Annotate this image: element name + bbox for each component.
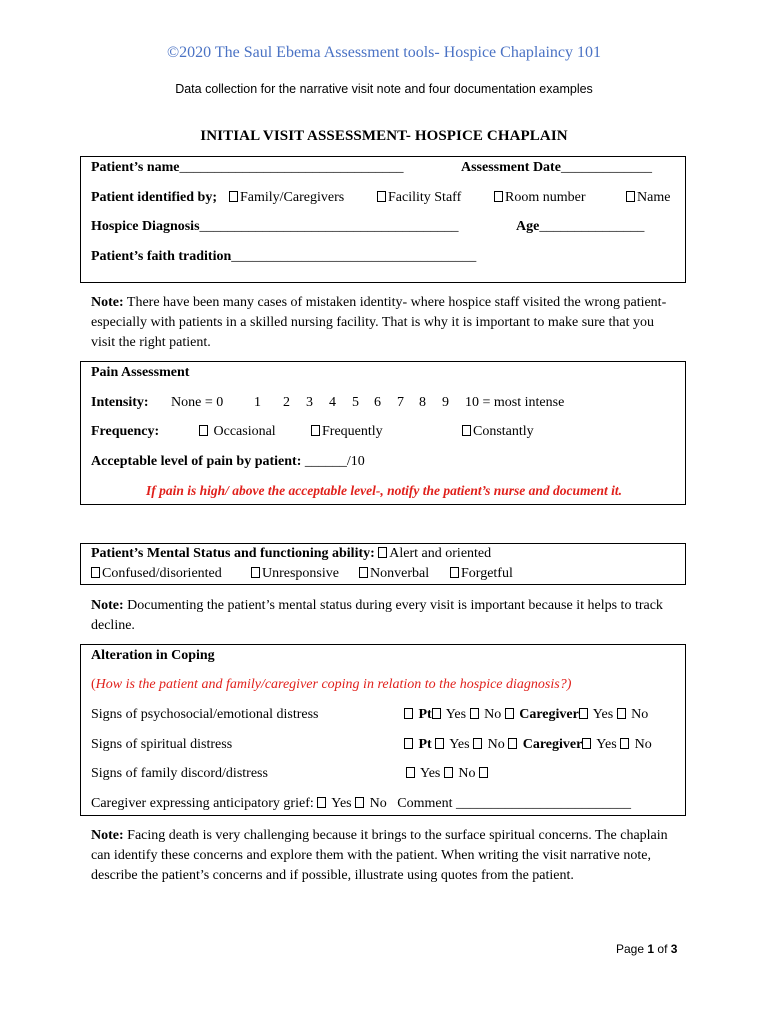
intensity-label: Intensity: [91,395,149,410]
pt-no-checkbox-icon[interactable] [470,708,479,719]
checkbox-icon[interactable] [450,567,459,578]
page-footer [616,942,677,956]
acceptable-pain-field[interactable]: ______/10 [301,454,365,469]
yes-label: Yes [592,707,614,722]
no-checkbox-icon[interactable] [444,767,453,778]
spiritual-options [404,737,652,753]
page-total: 3 [670,942,678,956]
mental-option-alert[interactable] [378,546,491,561]
intensity-value[interactable]: 3 [306,395,313,410]
pain-title: Pain Assessment [91,365,190,380]
caregiver-label: Caregiver [522,737,583,752]
pt-no-checkbox-icon[interactable] [473,738,482,749]
intensity-max[interactable]: 10 = most intense [465,395,565,410]
acceptable-pain-label: Acceptable level of pain by patient: [91,454,302,469]
comment-label: Comment [397,796,453,811]
mental-option-confused[interactable] [91,566,222,582]
pain-warning: If pain is high/ above the acceptable level-, notify the patient’s nurse and document it. [146,483,622,498]
intensity-value[interactable]: 7 [397,395,404,410]
page-word: Page [616,942,645,956]
mental-option-nonverbal[interactable] [359,566,429,582]
frequency-constantly[interactable] [462,424,534,440]
spiritual-label: Signs of spiritual distress [91,737,233,752]
identified-by-label [91,190,217,206]
intensity-none[interactable]: None = 0 [171,395,224,410]
intensity-value[interactable]: 8 [419,395,426,410]
coping-question-paren: ( [91,677,96,692]
yes-label: Yes [449,737,470,752]
of-word: of [657,942,668,956]
option-label: Frequently [322,424,383,439]
checkbox-icon[interactable] [626,191,635,202]
age-field[interactable]: _______________ [539,219,645,234]
page-number: 1 [647,942,655,956]
option-label: Constantly [473,424,534,439]
anticipatory-grief-label: Caregiver expressing anticipatory grief: [91,796,314,811]
no-label: No [631,707,649,722]
identified-option-name[interactable] [626,190,670,206]
note-text: Documenting the patient’s mental status during every visit is important because it helps to track decline. [91,598,663,633]
pt-checkbox-icon[interactable] [404,738,413,749]
patient-name-field[interactable]: ________________________________ [179,160,404,175]
mental-status-row1 [91,546,491,562]
note-label: Note: [91,295,124,310]
note-mental-status [91,596,681,636]
extra-checkbox-icon[interactable] [479,767,488,778]
mental-option-forgetful[interactable] [450,566,513,582]
yes-label: Yes [596,737,617,752]
no-label: No [634,737,652,752]
caregiver-yes-checkbox-icon[interactable] [582,738,591,749]
subtitle: Data collection for the narrative visit note and four documentation examples [175,82,593,96]
option-label: Confused/disoriented [102,566,222,581]
faith-field[interactable]: ___________________________________ [231,249,477,264]
acceptable-pain-row [91,454,365,470]
assessment-date-row [461,160,652,176]
yes-label: Yes [419,766,441,781]
option-label: Alert and oriented [389,546,492,561]
option-label: Room number [505,190,586,205]
intensity-value[interactable]: 2 [283,395,290,410]
caregiver-yes-checkbox-icon[interactable] [579,708,588,719]
intensity-value[interactable]: 1 [254,395,261,410]
frequency-occasional[interactable] [199,424,276,440]
note-text: Facing death is very challenging because it brings to the surface spiritual concerns. The chaplain can identify these concerns and explore them with the patient. When writing the visit narrative note, describe the patient’s concerns and if possible, illustrate using quotes from the patient. [91,828,668,883]
assessment-date-label: Assessment Date [461,160,561,175]
pt-label: Pt [418,707,432,722]
intensity-value[interactable]: 5 [352,395,359,410]
checkbox-icon[interactable] [199,425,208,436]
frequency-frequently[interactable] [311,424,383,440]
caregiver-no-checkbox-icon[interactable] [617,708,626,719]
diagnosis-row [91,219,459,235]
option-label: Family/Caregivers [240,190,345,205]
copyright-header: ©2020 The Saul Ebema Assessment tools- Hospice Chaplaincy 101 [166,44,602,61]
psychosocial-options [404,707,648,723]
option-label: Forgetful [461,566,513,581]
yes-label: Yes [331,796,352,811]
checkbox-icon[interactable] [229,191,238,202]
option-label: Unresponsive [262,566,339,581]
mental-option-unresponsive[interactable] [251,566,339,582]
anticipatory-grief-row [91,796,631,812]
note-text: There have been many cases of mistaken identity- where hospice staff visited the wrong patient- especially with patients in a skilled nursing facility. That is why it is important to make sure that you visit the right patient. [91,295,667,350]
no-label: No [458,766,476,781]
frequency-label: Frequency: [91,424,160,439]
caregiver-checkbox-icon[interactable] [508,738,517,749]
comment-field[interactable]: _________________________ [455,796,631,811]
intensity-value[interactable]: 4 [329,395,336,410]
yes-label: Yes [445,707,467,722]
checkbox-icon[interactable] [91,567,100,578]
assessment-date-field[interactable]: _____________ [560,160,652,175]
no-label: No [487,737,505,752]
checkbox-icon[interactable] [462,425,471,436]
diagnosis-label: Hospice Diagnosis [91,219,200,234]
form-title: INITIAL VISIT ASSESSMENT- HOSPICE CHAPLAIN [200,128,568,144]
note-label: Note: [91,598,124,613]
diagnosis-field[interactable]: _____________________________________ [199,219,459,234]
age-label: Age [516,219,540,234]
checkbox-icon[interactable] [378,547,387,558]
age-row [516,219,644,235]
family-discord-options [406,766,490,782]
caregiver-label: Caregiver [519,707,579,722]
family-discord-label: Signs of family discord/distress [91,766,268,781]
patient-name-row [91,160,404,176]
no-label: No [369,796,387,811]
coping-box [80,644,686,816]
yes-checkbox-icon[interactable] [406,767,415,778]
checkbox-icon[interactable] [377,191,386,202]
grief-yes-checkbox-icon[interactable] [317,797,326,808]
caregiver-no-checkbox-icon[interactable] [620,738,629,749]
intensity-value[interactable]: 9 [442,395,449,410]
checkbox-icon[interactable] [251,567,260,578]
option-label: Name [637,190,671,205]
psychosocial-label: Signs of psychosocial/emotional distress [91,707,319,722]
note-spiritual-concerns [91,826,681,886]
caregiver-checkbox-icon[interactable] [505,708,514,719]
coping-question [91,677,571,693]
pt-yes-checkbox-icon[interactable] [435,738,444,749]
no-label: No [484,707,502,722]
identified-option-staff[interactable] [377,190,461,206]
checkbox-icon[interactable] [359,567,368,578]
note-label: Note: [91,828,124,843]
coping-question-text: How is the patient and family/caregiver coping in relation to the hospice diagnosis?) [95,677,572,692]
option-label: Occasional [213,424,276,439]
mental-status-label: Patient’s Mental Status and functioning ability: [91,546,375,561]
coping-title: Alteration in Coping [91,648,215,663]
note-identity [91,293,681,353]
pt-label: Pt [418,737,432,752]
intensity-value[interactable]: 6 [374,395,381,410]
identified-option-family[interactable] [229,190,344,206]
faith-row [91,249,476,265]
option-label: Facility Staff [388,190,462,205]
grief-no-checkbox-icon[interactable] [355,797,364,808]
option-label: Nonverbal [370,566,430,581]
identified-option-room[interactable] [494,190,586,206]
patient-name-label: Patient’s name [91,160,180,175]
faith-label: Patient’s faith tradition [91,249,232,264]
identified-by-text: Patient identified by; [91,190,217,205]
checkbox-icon[interactable] [494,191,503,202]
pt-yes-checkbox-icon[interactable] [432,708,441,719]
pt-checkbox-icon[interactable] [404,708,413,719]
checkbox-icon[interactable] [311,425,320,436]
